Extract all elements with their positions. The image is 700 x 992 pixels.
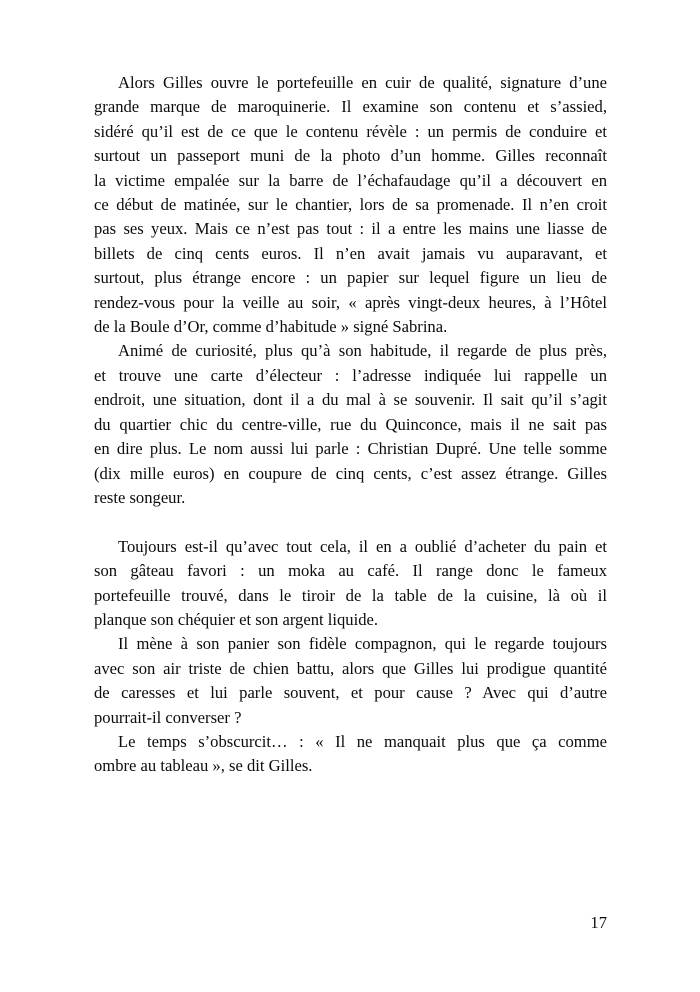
text-line: (dix mille euros) en coupure de cinq cents, c’est assez étrange. Gilles [94,463,607,483]
page-number: 17 [590,913,607,932]
text-line: sidéré qu’il est de ce que le contenu révèle : un permis de conduire et [94,121,607,141]
paragraph [94,535,607,633]
text-line: Le temps s’obscurcit… : « Il ne manquait plus que ça comme [118,731,607,751]
text-line: avec son air triste de chien battu, alors que Gilles lui prodigue quantité [94,658,607,678]
paragraph [94,71,607,339]
text-line: ce début de matinée, sur le chantier, lors de sa promenade. Il n’en croit [94,195,607,215]
paragraph [94,730,607,779]
text-line: et trouve une carte d’électeur : l’adresse indiquée lui rappelle un [94,365,607,385]
text-line: Animé de curiosité, plus qu’à son habitude, il regarde de plus près, [118,341,607,361]
text-line: Alors Gilles ouvre le portefeuille en cuir de qualité, signature d’une [118,73,607,92]
text-line: surtout un passeport muni de la photo d’un homme. Gilles reconnaît [94,146,607,166]
text-line: du quartier chic du centre-ville, rue du Quinconce, mais il ne sait pas [94,414,607,434]
text-line: en dire plus. Le nom aussi lui parle : Christian Dupré. Une telle somme [94,439,607,459]
text-line: pourrait-il converser ? [94,707,242,727]
paragraph [94,339,607,510]
text-line: Toujours est-il qu’avec tout cela, il en a oublié d’acheter du pain et [118,536,607,556]
text-line: grande marque de maroquinerie. Il examine son contenu et s’assied, [94,97,607,117]
text-line: endroit, une situation, dont il a du mal à se souvenir. Il sait qu’il s’agit [94,390,607,410]
text-line: pas ses yeux. Mais ce n’est pas tout : il a entre les mains une liasse de [94,219,607,239]
text-line: portefeuille trouvé, dans le tiroir de la table de la cuisine, là où il [94,585,607,605]
text-line: billets de cinq cents euros. Il n’en avait jamais vu auparavant, et [94,243,607,263]
text-line: de la Boule d’Or, comme d’habitude » signé Sabrina. [94,317,448,337]
text-line: planque son chéquier et son argent liquide. [94,609,379,629]
text-line: son gâteau favori : un moka au café. Il range donc le fameux [94,561,607,581]
text-line: reste songeur. [94,487,186,507]
text-line: rendez-vous pour la veille au soir, « après vingt-deux heures, à l’Hôtel [94,292,607,312]
text-line: de caresses et lui parle souvent, et pour cause ? Avec qui d’autre [94,683,607,703]
text-line: la victime empalée sur la barre de l’échafaudage qu’il a découvert en [94,170,607,190]
text-line: surtout, plus étrange encore : un papier sur lequel figure un lieu de [94,268,607,288]
paragraph [94,632,607,730]
text-line: Il mène à son panier son fidèle compagnon, qui le regarde toujours [118,634,607,654]
text-block [94,71,607,779]
text-line: ombre au tableau », se dit Gilles. [94,756,313,776]
